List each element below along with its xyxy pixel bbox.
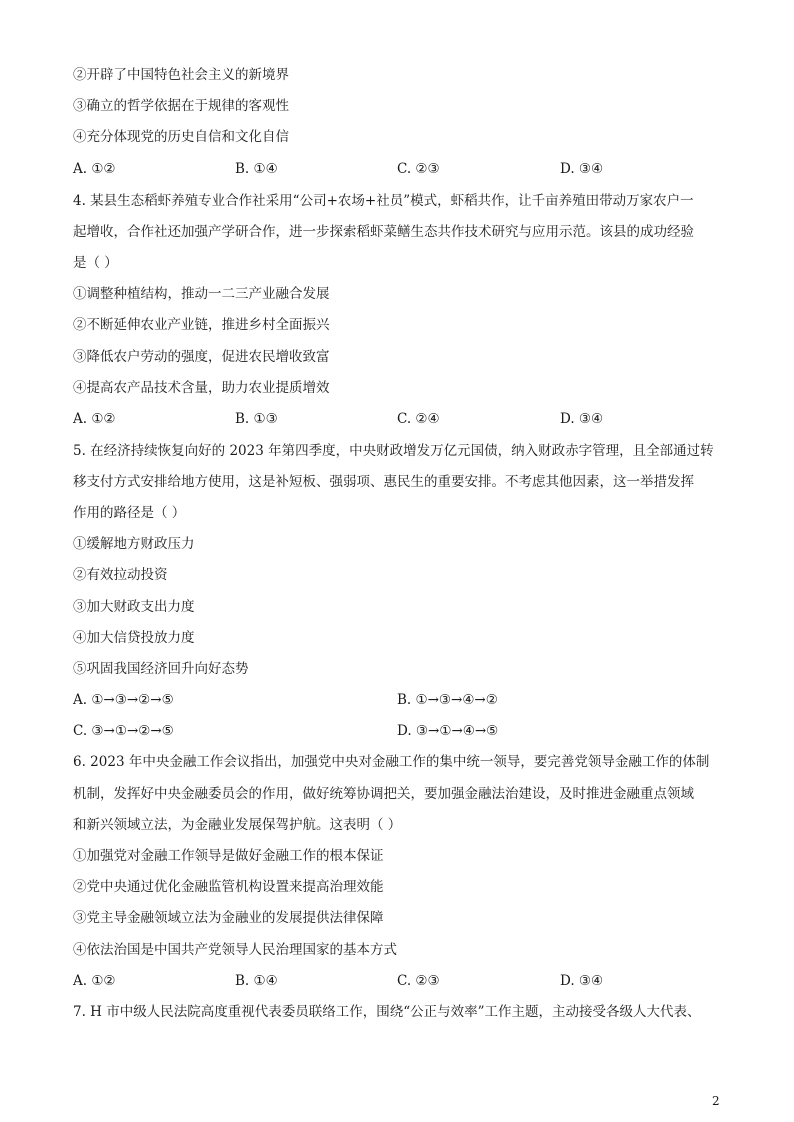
- q4-choice-b: B. ①③: [235, 411, 278, 427]
- q6-choice-b: B. ①④: [235, 973, 278, 989]
- q6-stem-line-3: 和新兴领域立法，为金融业发展保驾护航。这表明（ ）: [73, 817, 402, 833]
- q5-stem-line-2: 移支付方式安排给地方使用，这是补短板、强弱项、惠民生的重要安排。不考虑其他因素，这一举措发挥: [73, 474, 694, 490]
- q3-choice-d: D. ③④: [560, 161, 604, 177]
- q3-option-3: ③确立的哲学依据在于规律的客观性: [73, 98, 289, 114]
- q3-choices: [73, 154, 733, 185]
- q5-option-3: ③加大财政支出力度: [73, 599, 195, 615]
- q5-choice-a: A. ①→③→②→⑤: [73, 692, 174, 708]
- q3-choice-a: A. ①②: [73, 161, 116, 177]
- q5-stem-line-1: 5. 在经济持续恢复向好的 2023 年第四季度，中央财政增发万亿元国债，纳入财政赤字管理，且全部通过转: [73, 443, 714, 459]
- q6-option-4: ④依法治国是中国共产党领导人民治理国家的基本方式: [73, 942, 397, 958]
- q3-option-4: ④充分体现党的历史自信和文化自信: [73, 129, 289, 145]
- q6-choice-d: D. ③④: [560, 973, 604, 989]
- q5-option-4: ④加大信贷投放力度: [73, 630, 195, 646]
- q4-stem-line-1: 4. 某县生态稻虾养殖专业合作社采用“公司+农场+社员”模式，虾稻共作，让千亩养殖田带动万家农户一: [73, 193, 694, 209]
- q4-stem-line-2: 起增收，合作社还加强产学研合作，进一步探索稻虾菜鳝生态共作技术研究与应用示范。该县的成功经验: [73, 224, 694, 240]
- q6-option-2: ②党中央通过优化金融监管机构设置来提高治理效能: [73, 879, 384, 895]
- q5-option-2: ②有效拉动投资: [73, 567, 168, 583]
- q5-option-5: ⑤巩固我国经济回升向好态势: [73, 661, 249, 677]
- q4-option-1: ①调整种植结构，推动一二三产业融合发展: [73, 286, 330, 302]
- q6-stem-line-2: 机制，发挥好中央金融委员会的作用，做好统筹协调把关，要加强金融法治建设，及时推进金融重点领域: [73, 786, 694, 802]
- q4-option-4: ④提高农产品技术含量，助力农业提质增效: [73, 380, 330, 396]
- q6-stem-line-1: 6. 2023 年中央金融工作会议指出，加强党中央对金融工作的集中统一领导，要完善党领导金融工作的体制: [73, 754, 710, 770]
- q4-choice-a: A. ①②: [73, 411, 116, 427]
- q6-choice-c: C. ②③: [397, 973, 440, 989]
- q6-choice-a: A. ①②: [73, 973, 116, 989]
- q6-choices: [73, 966, 733, 997]
- q5-option-1: ①缓解地方财政压力: [73, 536, 195, 552]
- q4-choice-c: C. ②④: [397, 411, 440, 427]
- q5-choice-b: B. ①→③→④→②: [397, 692, 498, 708]
- q6-option-3: ③党主导金融领域立法为金融业的发展提供法律保障: [73, 910, 384, 926]
- q5-choice-d: D. ③→①→④→⑤: [397, 723, 499, 739]
- q4-option-3: ③降低农户劳动的强度，促进农民增收致富: [73, 349, 330, 365]
- q3-choice-c: C. ②③: [397, 161, 440, 177]
- q3-option-2: ②开辟了中国特色社会主义的新境界: [73, 67, 289, 83]
- q3-choice-b: B. ①④: [235, 161, 278, 177]
- q4-choice-d: D. ③④: [560, 411, 604, 427]
- q6-option-1: ①加强党对金融工作领导是做好金融工作的根本保证: [73, 848, 384, 864]
- q5-choice-c: C. ③→①→②→⑤: [73, 723, 174, 739]
- q5-stem-line-3: 作用的路径是（ ）: [73, 505, 186, 521]
- q4-stem-line-3: 是（ ）: [73, 255, 118, 271]
- q7-stem-line-1: 7. H 市中级人民法院高度重视代表委员联络工作，围绕“公正与效率”工作主题，主动接受各级人大代表、: [73, 1004, 701, 1020]
- q4-option-2: ②不断延伸农业产业链，推进乡村全面振兴: [73, 317, 330, 333]
- q5-choices-row-2: [73, 716, 733, 747]
- q4-choices: [73, 404, 733, 435]
- q5-choices-row-1: [73, 685, 733, 716]
- page-number: 2: [712, 1094, 720, 1108]
